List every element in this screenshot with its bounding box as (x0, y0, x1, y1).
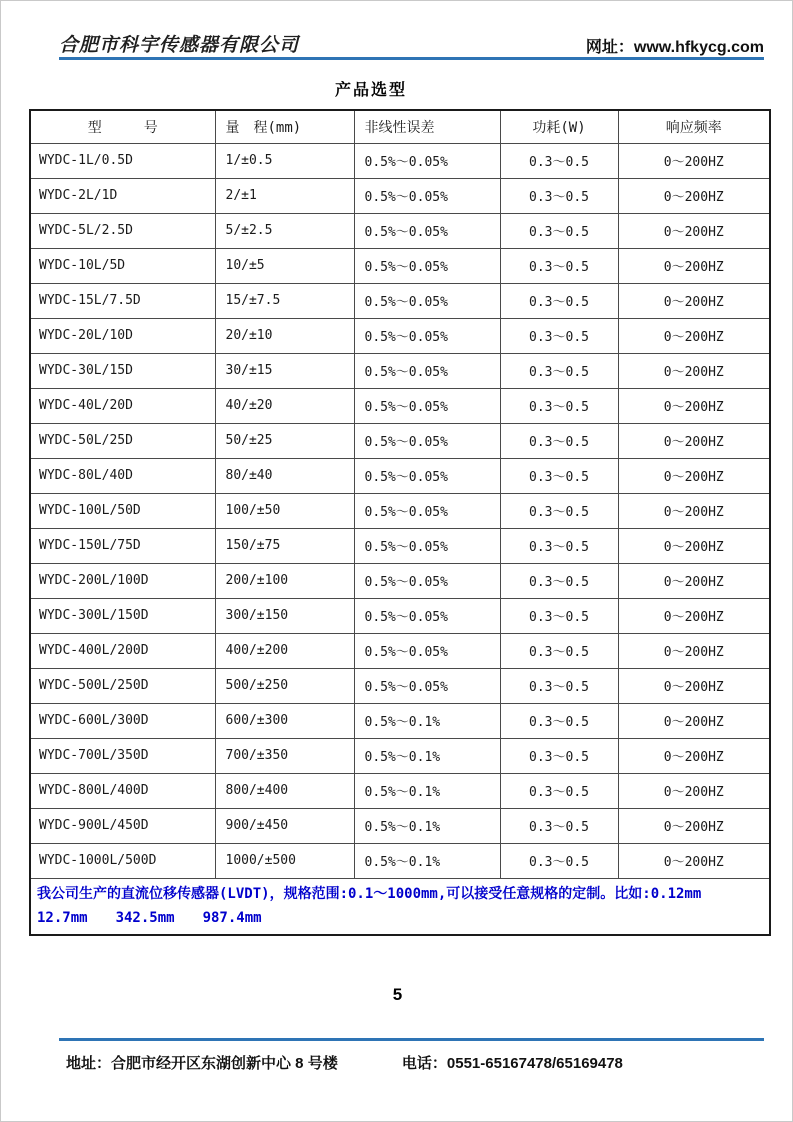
header-divider (59, 57, 764, 60)
error-cell: 0.5%～0.1% (354, 808, 500, 843)
error-cell: 0.5%～0.1% (354, 773, 500, 808)
power-cell: 0.3～0.5 (500, 423, 618, 458)
range-cell: 1/±0.5 (215, 143, 354, 178)
range-cell: 50/±25 (215, 423, 354, 458)
frequency-cell: 0～200HZ (618, 283, 770, 318)
phone (402, 1055, 623, 1072)
frequency-cell: 0～200HZ (618, 633, 770, 668)
power-cell: 0.3～0.5 (500, 738, 618, 773)
table-row (30, 213, 770, 248)
error-cell: 0.5%～0.05% (354, 598, 500, 633)
frequency-cell: 0～200HZ (618, 458, 770, 493)
table-row (30, 633, 770, 668)
page-header (59, 25, 764, 57)
error-cell: 0.5%～0.1% (354, 843, 500, 878)
power-cell: 0.3～0.5 (500, 528, 618, 563)
table-row (30, 598, 770, 633)
power-cell: 0.3～0.5 (500, 178, 618, 213)
range-cell: 2/±1 (215, 178, 354, 213)
table-row (30, 843, 770, 878)
power-cell: 0.3～0.5 (500, 633, 618, 668)
power-cell: 0.3～0.5 (500, 773, 618, 808)
power-cell: 0.3～0.5 (500, 598, 618, 633)
error-cell: 0.5%～0.05% (354, 283, 500, 318)
error-cell: 0.5%～0.05% (354, 528, 500, 563)
model-cell: WYDC-900L/450D (30, 808, 215, 843)
range-cell: 5/±2.5 (215, 213, 354, 248)
table-row (30, 563, 770, 598)
frequency-cell: 0～200HZ (618, 423, 770, 458)
error-cell: 0.5%～0.05% (354, 248, 500, 283)
model-cell: WYDC-150L/75D (30, 528, 215, 563)
table-row (30, 458, 770, 493)
error-cell: 0.5%～0.1% (354, 703, 500, 738)
frequency-cell: 0～200HZ (618, 353, 770, 388)
table-row (30, 528, 770, 563)
error-cell: 0.5%～0.05% (354, 178, 500, 213)
model-cell: WYDC-300L/150D (30, 598, 215, 633)
power-cell: 0.3～0.5 (500, 843, 618, 878)
model-cell: WYDC-600L/300D (30, 703, 215, 738)
range-cell: 200/±100 (215, 563, 354, 598)
website-url: www.hfkycg.com (633, 39, 764, 56)
table-row (30, 668, 770, 703)
model-cell: WYDC-100L/50D (30, 493, 215, 528)
custom-spec-note (30, 878, 770, 935)
model-cell: WYDC-800L/400D (30, 773, 215, 808)
website (586, 34, 764, 57)
frequency-cell: 0～200HZ (618, 143, 770, 178)
table-row (30, 738, 770, 773)
range-cell: 80/±40 (215, 458, 354, 493)
power-cell: 0.3～0.5 (500, 668, 618, 703)
footer-divider (59, 1038, 764, 1041)
power-cell: 0.3～0.5 (500, 318, 618, 353)
power-cell: 0.3～0.5 (500, 703, 618, 738)
model-cell: WYDC-50L/25D (30, 423, 215, 458)
power-cell: 0.3～0.5 (500, 808, 618, 843)
table-row (30, 283, 770, 318)
range-cell: 10/±5 (215, 248, 354, 283)
table-row (30, 493, 770, 528)
power-cell: 0.3～0.5 (500, 388, 618, 423)
model-cell: WYDC-10L/5D (30, 248, 215, 283)
frequency-cell: 0～200HZ (618, 388, 770, 423)
table-row (30, 143, 770, 178)
note-line-2: 12.7mm 342.5mm 987.4mm (37, 910, 262, 926)
company-name: 合肥市科宇传感器有限公司 (59, 35, 300, 56)
error-cell: 0.5%～0.05% (354, 143, 500, 178)
error-cell: 0.5%～0.05% (354, 493, 500, 528)
model-cell: WYDC-400L/200D (30, 633, 215, 668)
error-cell: 0.5%～0.05% (354, 318, 500, 353)
table-row (30, 248, 770, 283)
error-cell: 0.5%～0.05% (354, 423, 500, 458)
power-cell: 0.3～0.5 (500, 458, 618, 493)
error-cell: 0.5%～0.05% (354, 388, 500, 423)
range-cell: 500/±250 (215, 668, 354, 703)
power-cell: 0.3～0.5 (500, 493, 618, 528)
range-cell: 20/±10 (215, 318, 354, 353)
table-row (30, 388, 770, 423)
col-header-power: 功耗(W) (500, 110, 618, 143)
model-cell: WYDC-5L/2.5D (30, 213, 215, 248)
frequency-cell: 0～200HZ (618, 178, 770, 213)
phone-label: 电话： (401, 1055, 447, 1072)
error-cell: 0.5%～0.05% (354, 633, 500, 668)
model-cell: WYDC-200L/100D (30, 563, 215, 598)
range-cell: 600/±300 (215, 703, 354, 738)
error-cell: 0.5%～0.05% (354, 668, 500, 703)
error-cell: 0.5%～0.05% (354, 353, 500, 388)
model-cell: WYDC-700L/350D (30, 738, 215, 773)
model-cell: WYDC-1000L/500D (30, 843, 215, 878)
power-cell: 0.3～0.5 (500, 563, 618, 598)
note-line-1: 我公司生产的直流位移传感器(LVDT)，规格范围:0.1～1000mm,可以接受任意规格的定制。比如:0.12mm (37, 885, 702, 902)
page-title: 产品选型 (334, 82, 407, 99)
power-cell: 0.3～0.5 (500, 353, 618, 388)
frequency-cell: 0～200HZ (618, 738, 770, 773)
frequency-cell: 0～200HZ (618, 598, 770, 633)
table-row (30, 703, 770, 738)
address-value: 合肥市经开区东湖创新中心 8 号楼 (111, 1055, 338, 1072)
table-header-row (30, 110, 770, 143)
frequency-cell: 0～200HZ (618, 213, 770, 248)
model-cell: WYDC-500L/250D (30, 668, 215, 703)
power-cell: 0.3～0.5 (500, 213, 618, 248)
product-table-body (30, 143, 770, 878)
frequency-cell: 0～200HZ (618, 248, 770, 283)
range-cell: 15/±7.5 (215, 283, 354, 318)
range-cell: 40/±20 (215, 388, 354, 423)
note-body (30, 878, 770, 935)
col-header-model: 型 号 (30, 110, 215, 143)
model-cell: WYDC-1L/0.5D (30, 143, 215, 178)
model-cell: WYDC-80L/40D (30, 458, 215, 493)
frequency-cell: 0～200HZ (618, 808, 770, 843)
range-cell: 30/±15 (215, 353, 354, 388)
error-cell: 0.5%～0.05% (354, 563, 500, 598)
frequency-cell: 0～200HZ (618, 563, 770, 598)
col-header-range: 量 程(mm) (215, 110, 354, 143)
range-cell: 400/±200 (215, 633, 354, 668)
frequency-cell: 0～200HZ (618, 318, 770, 353)
range-cell: 900/±450 (215, 808, 354, 843)
frequency-cell: 0～200HZ (618, 843, 770, 878)
model-cell: WYDC-40L/20D (30, 388, 215, 423)
model-cell: WYDC-30L/15D (30, 353, 215, 388)
table-row (30, 178, 770, 213)
table-row (30, 353, 770, 388)
range-cell: 100/±50 (215, 493, 354, 528)
address (66, 1055, 338, 1072)
table-row (30, 808, 770, 843)
col-header-error: 非线性误差 (354, 110, 500, 143)
model-cell: WYDC-15L/7.5D (30, 283, 215, 318)
frequency-cell: 0～200HZ (618, 528, 770, 563)
note-row (30, 878, 770, 935)
range-cell: 1000/±500 (215, 843, 354, 878)
address-label: 地址： (66, 1055, 112, 1072)
range-cell: 300/±150 (215, 598, 354, 633)
range-cell: 700/±350 (215, 738, 354, 773)
power-cell: 0.3～0.5 (500, 143, 618, 178)
model-cell: WYDC-20L/10D (30, 318, 215, 353)
table-row (30, 318, 770, 353)
error-cell: 0.5%～0.05% (354, 213, 500, 248)
product-selection-table (29, 109, 771, 936)
power-cell: 0.3～0.5 (500, 283, 618, 318)
range-cell: 800/±400 (215, 773, 354, 808)
frequency-cell: 0～200HZ (618, 493, 770, 528)
website-label: 网址： (585, 39, 634, 56)
table-row (30, 773, 770, 808)
col-header-frequency: 响应频率 (618, 110, 770, 143)
frequency-cell: 0～200HZ (618, 668, 770, 703)
phone-value: 0551-65167478/65169478 (446, 1055, 623, 1072)
table-row (30, 423, 770, 458)
frequency-cell: 0～200HZ (618, 703, 770, 738)
table-header (30, 110, 770, 143)
page-number: 5 (392, 985, 403, 1004)
power-cell: 0.3～0.5 (500, 248, 618, 283)
error-cell: 0.5%～0.1% (354, 738, 500, 773)
frequency-cell: 0～200HZ (618, 773, 770, 808)
page-footer (66, 1052, 766, 1073)
range-cell: 150/±75 (215, 528, 354, 563)
error-cell: 0.5%～0.05% (354, 458, 500, 493)
model-cell: WYDC-2L/1D (30, 178, 215, 213)
